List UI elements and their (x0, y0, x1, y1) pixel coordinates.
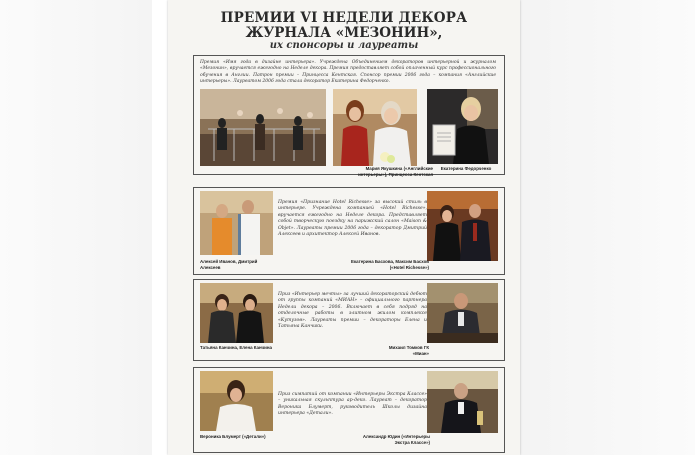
page-title-line-1: ПРЕМИИ VI НЕДЕЛИ ДЕКОРА (220, 10, 468, 26)
intro-text: Премия «Имя года в дизайне интерьера». Учреждена Объединением декораторов интерьерной и журналом «Мезонин», вручается ежегодно на Неделе декора. Премия предоставляет собой оплаченный курс профессионального обучения в Англии. Патрон премии – Принцесса Кентская. Спонсор премии 2006 года – компания «Английские интерьеры». Лауреатом 2006 года стала декоратор Екатерина Федорченко. (200, 60, 496, 84)
caption-fedorchenko: Екатерина Федорченко (440, 166, 492, 171)
blumert-photo (200, 371, 273, 431)
caption-ivanov-alekseev: Алексей Иванов, Дмитрий Алексеев (200, 259, 258, 270)
kanchiny-photo (200, 283, 273, 343)
page-title-line-2: ЖУРНАЛА «МЕЗОНИН», (245, 25, 443, 41)
tomkov-photo (427, 283, 498, 343)
richesse-award-text: Премия «Признание Hotel Richesse» за высокий стиль в интерьере. Учреждена компанией «Hotel Richesse», вручается ежегодно на Неделе декора. Представляет собой творческую поездку на парижский салон «Maison & Objet». Лауреаты премии 2006 года – декоратор Дмитрий Алексеев и архитектор Алексей Иванов. (278, 200, 427, 238)
caption-tomkov: Михаил Томков ГК «Миан» (388, 345, 429, 356)
mian-award-text: Приз «Интерьер мечты» за лучший декораторский дебют от группы компаний «МИАН» – официального партнера Недели декора – 2006. Включает в себя подряд на отделочные работы в элитном жилом комплексе «Кутузов». Лауреаты премии – декораторы Елена и Татьяна Канчики. (278, 292, 427, 330)
patron-portrait-photo (333, 89, 417, 166)
award-ceremony-photo (200, 89, 326, 166)
laureate-portrait-photo (427, 89, 498, 164)
page-subtitle: их спонсоры и лауреаты (269, 40, 419, 51)
scan-background-right (513, 0, 695, 455)
caption-yudin: Александр Юдин («Интерьеры Экстра Классе») (362, 434, 430, 445)
caption-blumert: Вероника Блумерт («Детали») (200, 434, 266, 439)
caption-baskhovy: Екатерина Басхова, Максим Басхов («Hotel Richesse») (351, 259, 429, 270)
caption-yakushkina-kentskaya: Мария Якушкина («Английские интерьеры»), Принцесса Кентская (358, 166, 433, 177)
magazine-page (168, 0, 520, 455)
scan-background-left (0, 0, 152, 455)
yudin-photo (427, 371, 498, 433)
baskhovy-photo (427, 191, 498, 261)
ivanov-alekseev-photo (200, 191, 273, 255)
caption-kanchiny: Татьяна Канчина, Елена Канчина (200, 345, 272, 350)
extra-class-award-text: Приз симпатий от компании «Интерьеры Экстра Классе» – уникальная скульптура ар-деко. Лауреат – декоратор Вероника Блумерт, руководитель Школы дизайна интерьера «Детали». (278, 392, 427, 417)
